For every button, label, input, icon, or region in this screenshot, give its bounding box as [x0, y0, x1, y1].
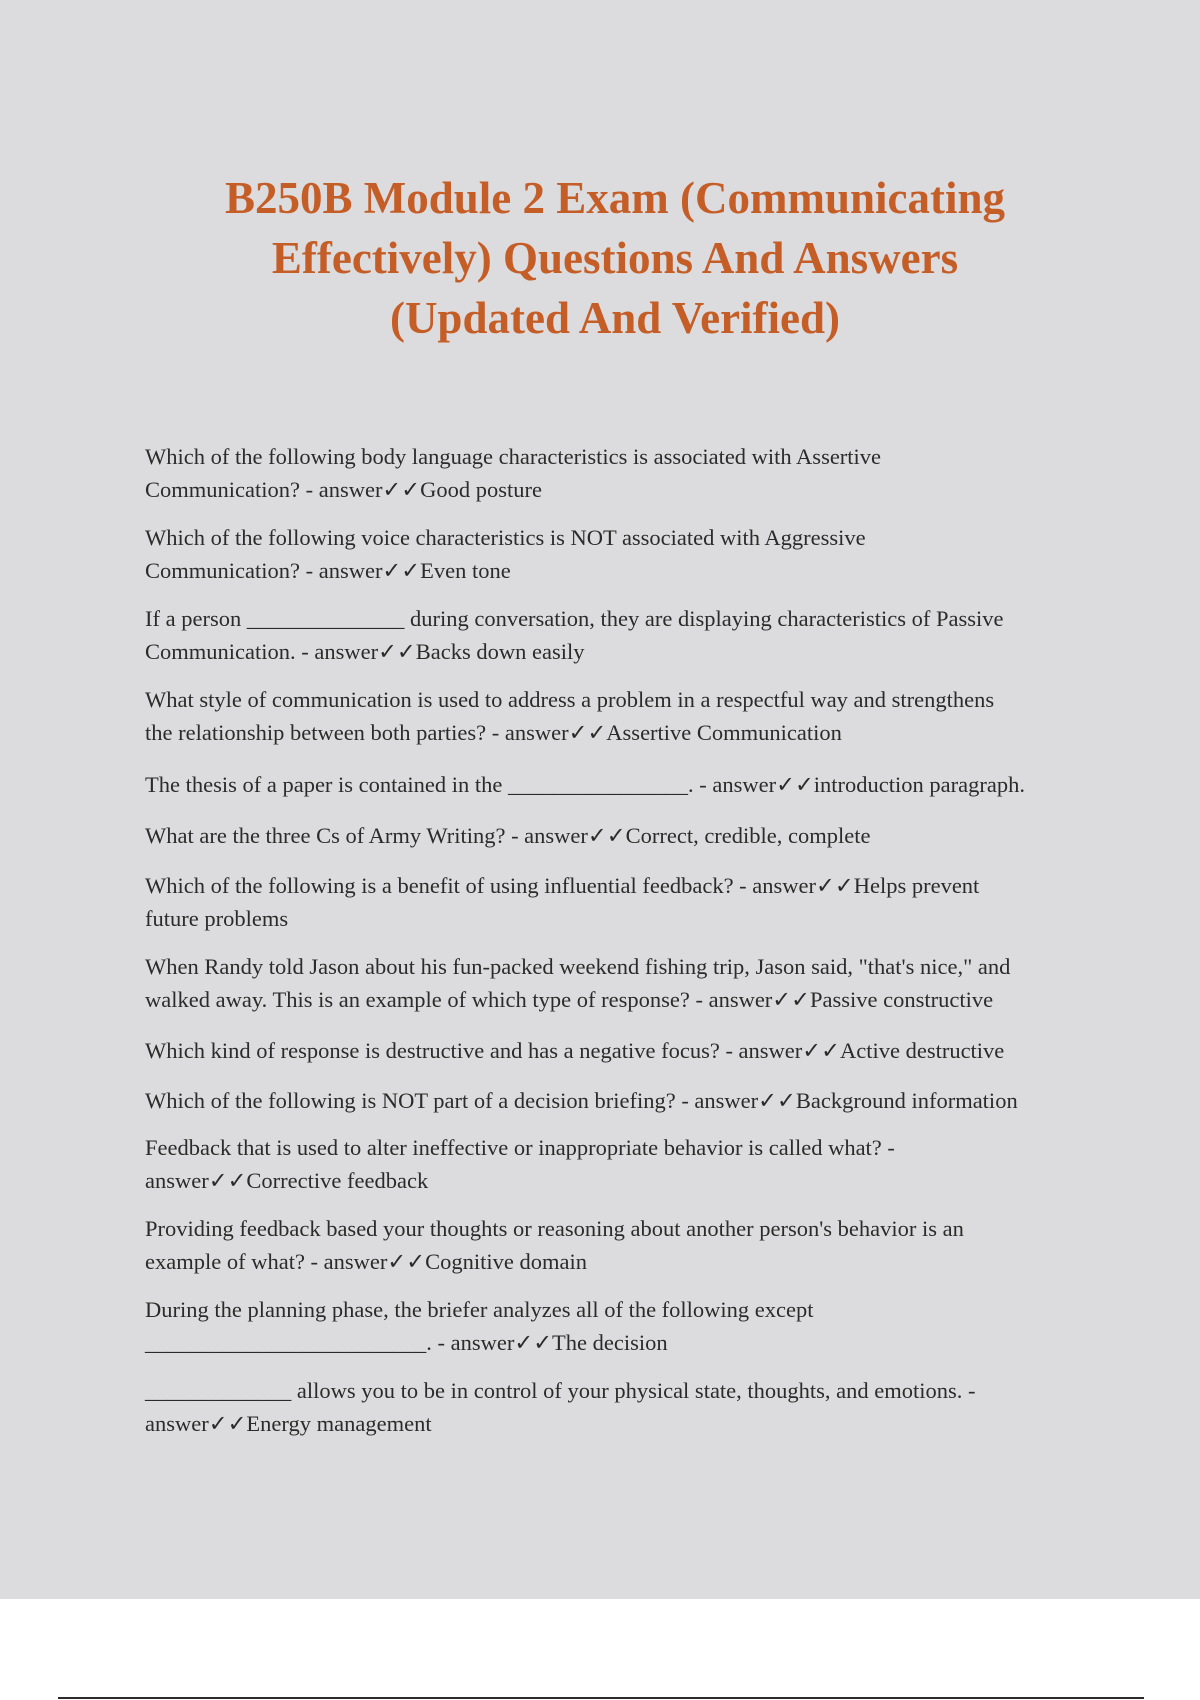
qa-line: Which of the following is NOT part of a decision briefing? - answer✓✓Background information [145, 1088, 1018, 1113]
qa-line: If a person ______________ during conversation, they are displaying characteristics of Passive [145, 606, 1004, 631]
qa-line: During the planning phase, the briefer analyzes all of the following except [145, 1297, 814, 1322]
qa-line: Providing feedback based your thoughts or reasoning about another person's behavior is an [145, 1216, 964, 1241]
qa-line: The thesis of a paper is contained in the ________________. - answer✓✓introduction paragraph. [145, 772, 1025, 797]
qa-item [145, 1212, 1095, 1278]
title-line: (Updated And Verified) [389, 293, 841, 343]
qa-line: What are the three Cs of Army Writing? - answer✓✓Correct, credible, complete [145, 823, 871, 848]
title-line: B250B Module 2 Exam (Communicating [224, 173, 1006, 223]
qa-line: _________________________. - answer✓✓The decision [145, 1330, 668, 1355]
qa-line: future problems [145, 906, 289, 931]
qa-line: Communication? - answer✓✓Even tone [145, 558, 511, 583]
qa-line: walked away. This is an example of which type of response? - answer✓✓Passive constructive [145, 987, 994, 1012]
qa-item [145, 1034, 1095, 1067]
qa-item [145, 440, 1095, 506]
qa-item [145, 1084, 1095, 1117]
qa-line: Which of the following voice characteristics is NOT associated with Aggressive [145, 525, 866, 550]
qa-item [145, 683, 1095, 749]
qa-line: _____________ allows you to be in control of your physical state, thoughts, and emotions. - [145, 1378, 976, 1403]
qa-line: answer✓✓Energy management [145, 1411, 432, 1436]
qa-item [145, 521, 1095, 587]
qa-line: What style of communication is used to address a problem in a respectful way and strengthens [145, 687, 995, 712]
qa-item [145, 602, 1095, 668]
document-title [160, 168, 1070, 348]
qa-item [145, 819, 1095, 852]
qa-item [145, 950, 1095, 1016]
qa-line: Which kind of response is destructive and has a negative focus? - answer✓✓Active destructive [145, 1038, 1005, 1063]
qa-line: Communication. - answer✓✓Backs down easily [145, 639, 585, 664]
qa-item [145, 869, 1095, 935]
qa-item [145, 1293, 1095, 1359]
qa-item [145, 1131, 1095, 1197]
page-divider [58, 1697, 1144, 1699]
qa-item [145, 768, 1095, 801]
qa-line: Which of the following body language characteristics is associated with Assertive [145, 444, 882, 469]
qa-line: the relationship between both parties? - answer✓✓Assertive Communication [145, 720, 842, 745]
qa-line: answer✓✓Corrective feedback [145, 1168, 429, 1193]
qa-line: example of what? - answer✓✓Cognitive domain [145, 1249, 587, 1274]
qa-line: Which of the following is a benefit of using influential feedback? - answer✓✓Helps prevent [145, 873, 980, 898]
qa-line: Feedback that is used to alter ineffective or inappropriate behavior is called what? - [145, 1135, 895, 1160]
qa-item [145, 1374, 1095, 1440]
title-line: Effectively) Questions And Answers [271, 233, 959, 283]
qa-line: Communication? - answer✓✓Good posture [145, 477, 543, 502]
qa-line: When Randy told Jason about his fun-packed weekend fishing trip, Jason said, "that's nice," and [145, 954, 1011, 979]
